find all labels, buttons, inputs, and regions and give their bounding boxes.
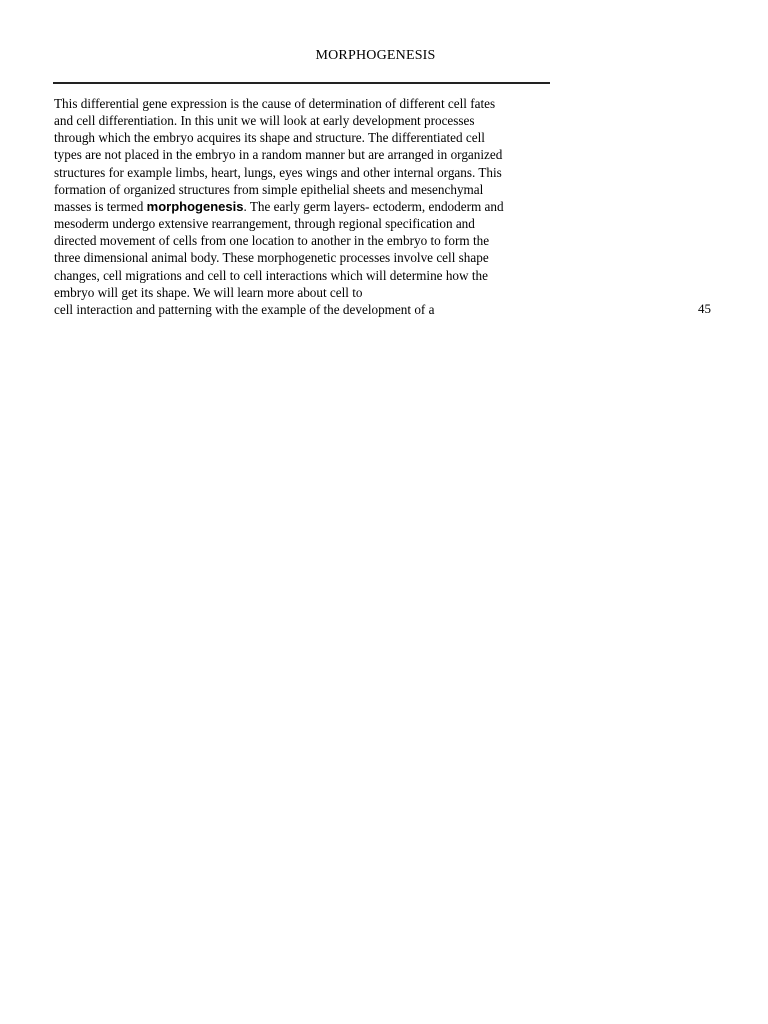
page-header-title: MORPHOGENESIS — [315, 48, 436, 63]
text-line: mesoderm undergo extensive rearrangement, through regional specification and — [54, 216, 475, 232]
text-line: and cell differentiation. In this unit we will look at early development processes — [54, 113, 475, 129]
text-line: directed movement of cells from one location to another in the embryo to form the — [54, 233, 490, 249]
header-divider — [53, 82, 550, 84]
text-line: formation of organized structures from simple epithelial sheets and mesenchymal — [54, 181, 484, 197]
body-paragraph — [54, 95, 554, 318]
text-segment: masses is termed — [54, 198, 147, 214]
text-line: types are not placed in the embryo in a random manner but are arranged in organized — [54, 147, 503, 163]
text-line: structures for example limbs, heart, lungs, eyes wings and other internal organs. This — [54, 164, 502, 180]
text-line-with-term — [54, 198, 554, 215]
text-line: embryo will get its shape. We will learn more about cell to — [54, 284, 363, 300]
text-line: three dimensional animal body. These morphogenetic processes involve cell shape — [54, 250, 489, 266]
page-number: 45 — [698, 301, 711, 316]
text-line: through which the embryo acquires its shape and structure. The differentiated cell — [54, 130, 485, 146]
text-line: cell interaction and patterning with the example of the development of a — [54, 301, 435, 317]
text-line: changes, cell migrations and cell to cell interactions which will determine how the — [54, 267, 488, 283]
text-segment: . The early germ layers- ectoderm, endoderm and — [243, 198, 504, 214]
bold-term: morphogenesis — [146, 198, 244, 214]
text-line: This differential gene expression is the cause of determination of different cell fates — [54, 96, 496, 111]
